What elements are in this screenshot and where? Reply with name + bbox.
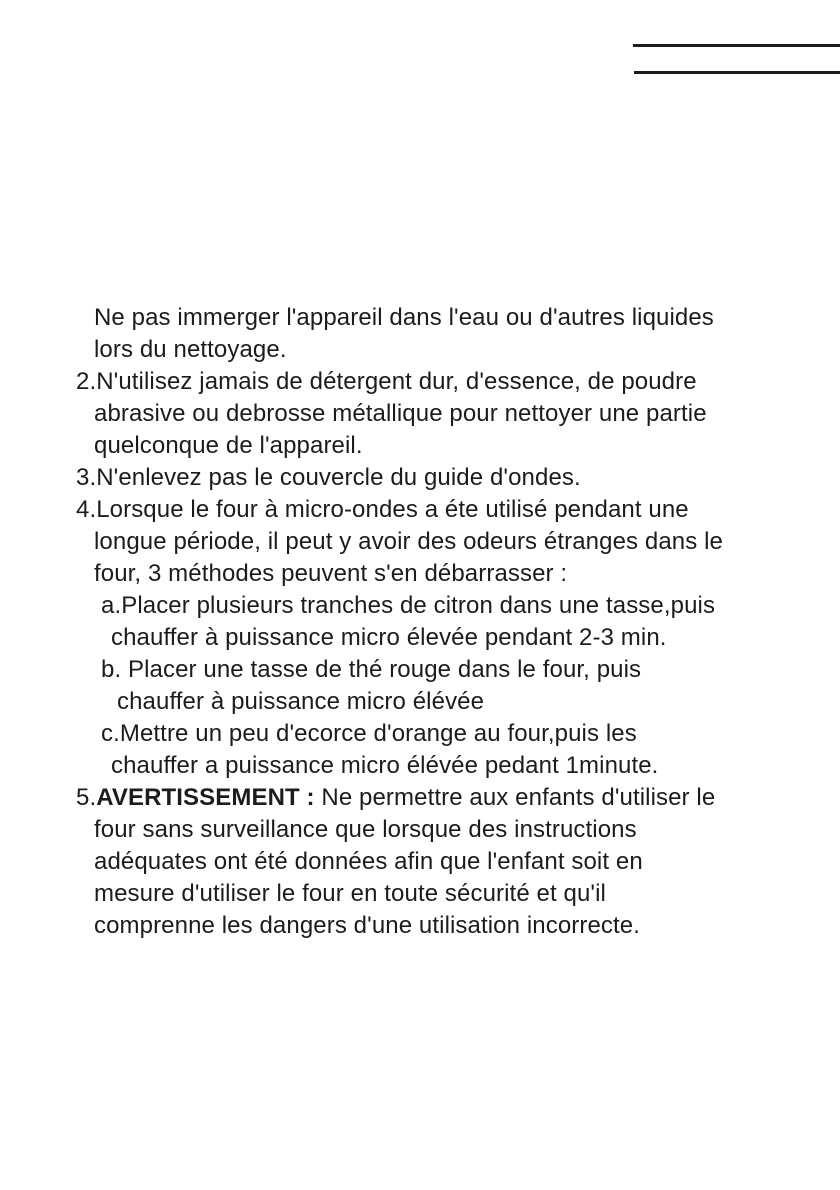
text-line: chauffer a puissance micro élévée pedant 1minute.	[111, 752, 659, 779]
text-line: longue période, il peut y avoir des odeurs étranges dans le	[94, 528, 723, 555]
header-rule-top	[633, 44, 840, 47]
text-line: four, 3 méthodes peuvent s'en débarrasser :	[94, 560, 568, 587]
text-line: four sans surveillance que lorsque des instructions	[94, 816, 637, 843]
safety-instructions-text	[76, 302, 766, 942]
text-line: b. Placer une tasse de thé rouge dans le four, puis	[101, 656, 642, 683]
text-line: abrasive ou debrosse métallique pour nettoyer une partie	[94, 400, 707, 427]
text-line: chauffer à puissance micro élévée	[117, 688, 485, 715]
text-line: 4.Lorsque le four à micro-ondes a éte utilisé pendant une	[76, 496, 689, 523]
text-line: a.Placer plusieurs tranches de citron dans une tasse,puis	[101, 592, 716, 619]
text-line: c.Mettre un peu d'ecorce d'orange au four,puis les	[101, 720, 637, 747]
warning-label: AVERTISSEMENT :	[96, 784, 315, 811]
warning-item-number: 5.	[76, 784, 97, 811]
text-line: Ne pas immerger l'appareil dans l'eau ou d'autres liquides	[94, 304, 714, 331]
text-line: lors du nettoyage.	[94, 336, 287, 363]
text-line-warning	[76, 782, 766, 814]
text-line: comprenne les dangers d'une utilisation incorrecte.	[94, 912, 640, 939]
header-rule-bottom	[634, 71, 840, 74]
warning-text: Ne permettre aux enfants d'utiliser le	[314, 784, 716, 811]
text-line: adéquates ont été données afin que l'enfant soit en	[94, 848, 643, 875]
text-line: 2.N'utilisez jamais de détergent dur, d'essence, de poudre	[76, 368, 697, 395]
text-line: chauffer à puissance micro élevée pendant 2-3 min.	[111, 624, 667, 651]
text-line: 3.N'enlevez pas le couvercle du guide d'ondes.	[76, 464, 581, 491]
text-line: quelconque de l'appareil.	[94, 432, 363, 459]
text-line: mesure d'utiliser le four en toute sécurité et qu'il	[94, 880, 606, 907]
